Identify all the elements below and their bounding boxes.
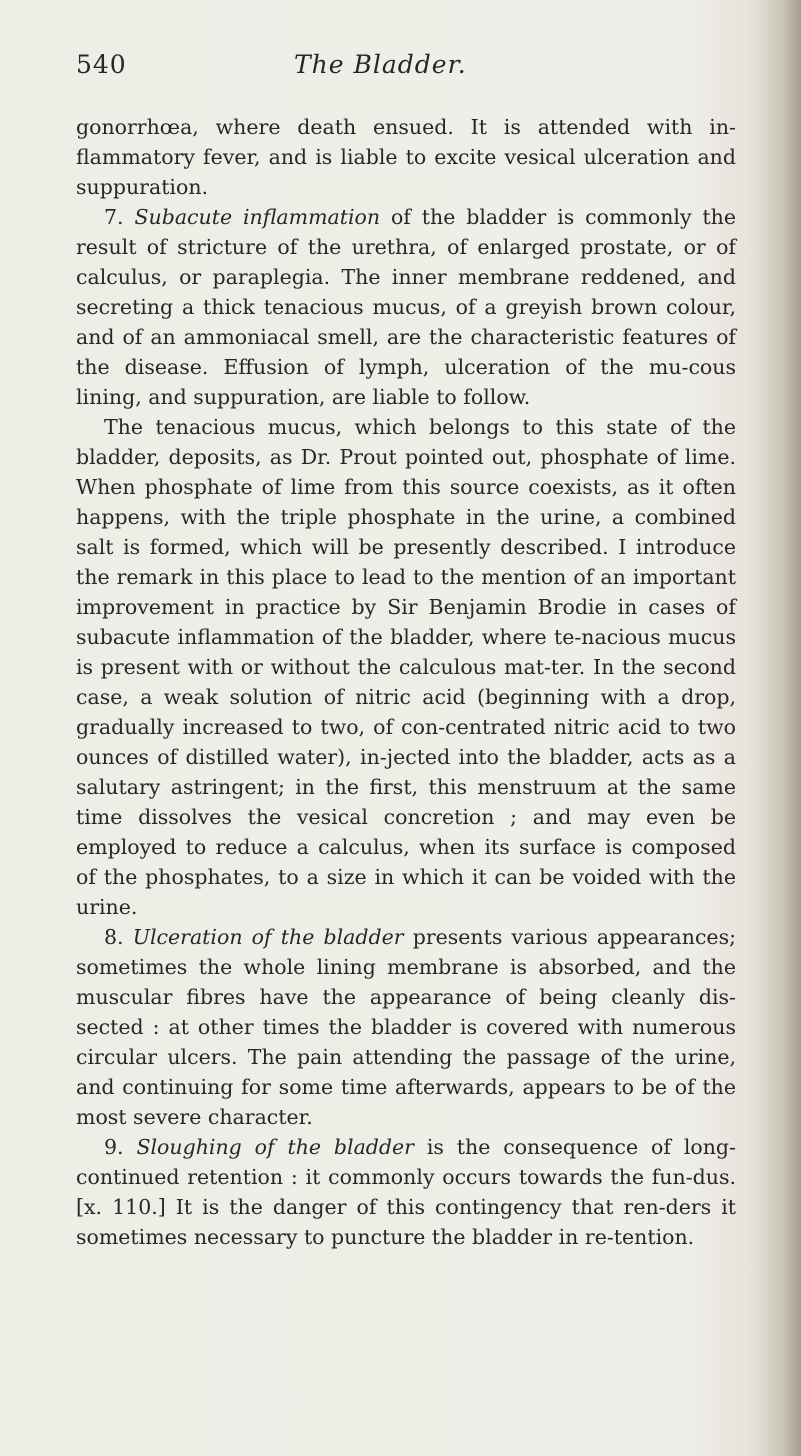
paragraph-continuation [76, 112, 736, 202]
paragraph-sloughing [76, 1132, 736, 1252]
paragraph-text: is the consequence of long-continued retention : it commonly occurs towards the fun-dus. [x. 110.] It is the danger of this contingency that ren-ders it sometimes necessary to puncture the bladder in re-tention. [76, 1135, 736, 1249]
body-text [76, 112, 736, 1252]
running-head: The Bladder. [294, 50, 467, 79]
section-number: 8. [104, 925, 124, 949]
section-heading: Subacute inflammation [134, 205, 381, 229]
section-number: 7. [104, 205, 124, 229]
section-heading: Ulceration of the bladder [132, 925, 404, 949]
page-edge-shadow [755, 0, 801, 1456]
paragraph-text: presents various appearances; sometimes the whole lining membrane is absorbed, and the muscular fibres have the appearance of being cleanly dis-sected : at other times the bladder is covered with numerous circular ulcers. The pain attending the passage of the urine, and continuing for some time afterwards, appears to be of the most severe character. [76, 925, 736, 1129]
paragraph-text: gonorrhœa, where death ensued. It is attended with in-flammatory fever, and is liable to excite vesical ulceration and suppuration. [76, 115, 736, 199]
paragraph-text: The tenacious mucus, which belongs to this state of the bladder, deposits, as Dr. Prout pointed out, phosphate of lime. When phosphate of lime from this source coexists, as it often happens, with the triple phosphate in the urine, a combined salt is formed, which will be presently described. I introduce the remark in this place to lead to the mention of an important improvement in practice by Sir Benjamin Brodie in cases of subacute inflammation of the bladder, where te-nacious mucus is present with or without the calculous mat-ter. In the second case, a weak solution of nitric acid (beginning with a drop, gradually increased to two, of con-centrated nitric acid to two ounces of distilled water), in-jected into the bladder, acts as a salutary astringent; in the first, this menstruum at the same time dissolves the vesical concretion ; and may even be employed to reduce a calculus, when its surface is composed of the phosphates, to a size in which it can be voided with the urine. [76, 415, 736, 919]
section-number: 9. [104, 1135, 124, 1159]
paragraph-text: of the bladder is commonly the result of stricture of the urethra, of enlarged prostate, or of calculus, or paraplegia. The inner membrane reddened, and secreting a thick tenacious mucus, of a greyish brown colour, and of an ammoniacal smell, are the characteristic features of the disease. Effusion of lymph, ulceration of the mu-cous lining, and suppuration, are liable to follow. [76, 205, 736, 409]
paragraph-tenacious-mucus [76, 412, 736, 922]
page-header [76, 50, 716, 90]
page-number: 540 [76, 50, 127, 79]
paragraph-ulceration [76, 922, 736, 1132]
paragraph-subacute-inflammation [76, 202, 736, 412]
section-heading: Sloughing of the bladder [136, 1135, 414, 1159]
